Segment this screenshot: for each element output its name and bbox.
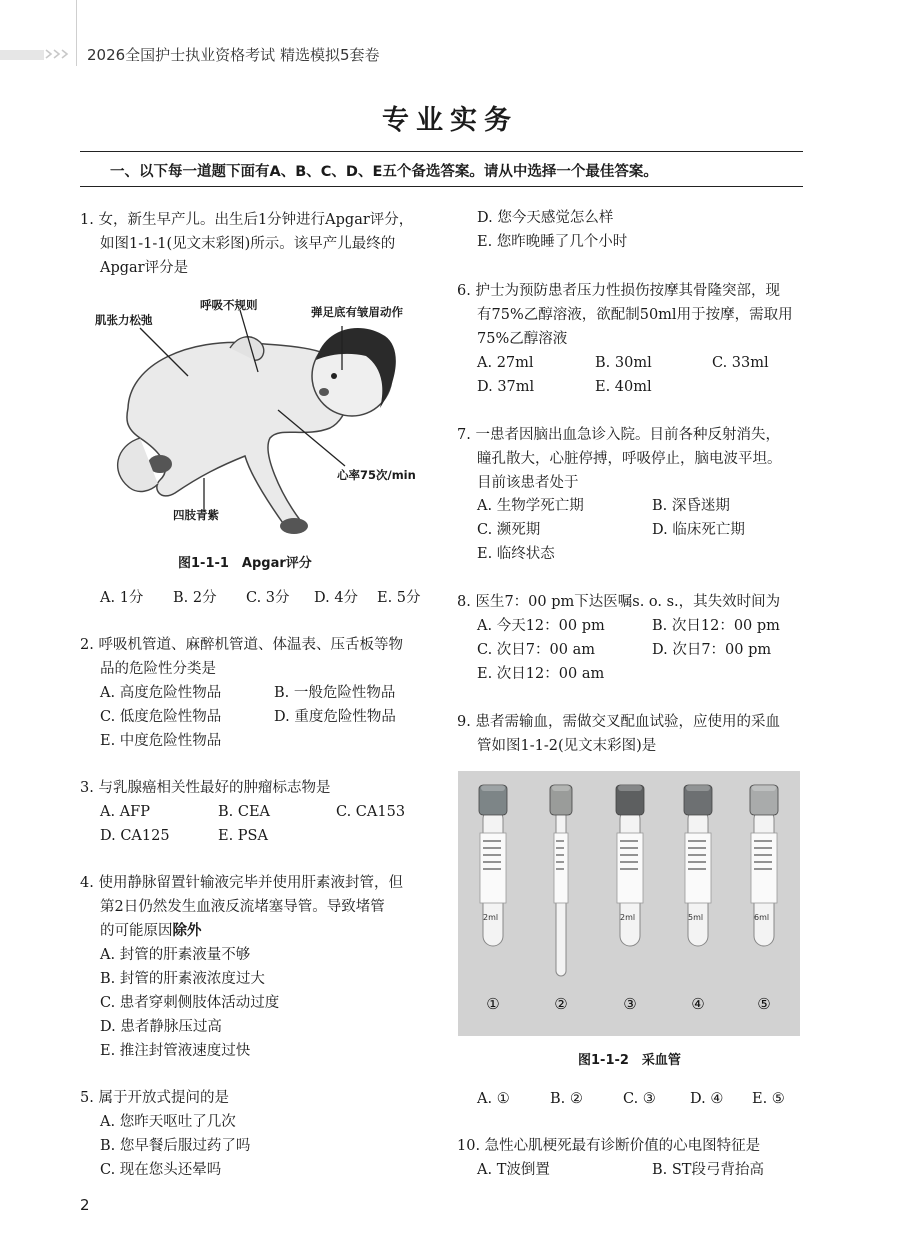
q6-stem-line1: 6. 护士为预防患者压力性损伤按摩其骨隆突部，现 — [457, 283, 780, 299]
q6-option-d[interactable]: D. 37ml — [477, 379, 535, 395]
label-breathing: 呼吸不规则 — [200, 298, 258, 312]
label-muscle-tone: 肌张力松弛 — [95, 313, 153, 327]
q6-option-a[interactable]: A. 27ml — [477, 355, 534, 371]
tube-number-4: ④ — [691, 995, 705, 1013]
q8-option-e[interactable]: E. 次日12：00 am — [477, 666, 605, 682]
q4-stem-text: 的可能原因 — [100, 923, 173, 939]
q7-option-a[interactable]: A. 生物学死亡期 — [477, 498, 584, 514]
q1-option-c[interactable]: C. 3分 — [246, 590, 290, 606]
q4-stem-emphasis: 除外 — [172, 923, 202, 939]
tube-volume-label-4: 5ml — [688, 913, 704, 922]
instruction: 一、以下每一道题下面有A、B、C、D、E五个备选答案。请从中选择一个最佳答案。 — [110, 164, 658, 180]
tube-volume-label-3: 2ml — [620, 913, 636, 922]
q3-option-a[interactable]: A. AFP — [100, 804, 150, 820]
q8-option-c[interactable]: C. 次日7：00 am — [477, 642, 595, 658]
q9-option-d[interactable]: D. ④ — [690, 1091, 724, 1107]
q9-option-b[interactable]: B. ② — [550, 1091, 583, 1107]
q6-stem-line3: 75%乙醇溶液 — [477, 331, 568, 347]
q10-option-b[interactable]: B. ST段弓背抬高 — [652, 1162, 764, 1178]
q4-stem-line1: 4. 使用静脉留置针输液完毕并使用肝素液封管，但 — [80, 875, 403, 891]
q1-option-a[interactable]: A. 1分 — [100, 590, 144, 606]
q6-option-e[interactable]: E. 40ml — [595, 379, 652, 395]
q3-option-b[interactable]: B. CEA — [218, 804, 271, 820]
q9-option-e[interactable]: E. ⑤ — [752, 1091, 785, 1107]
blood-tubes-photo — [458, 771, 800, 1036]
q5-option-b[interactable]: B. 您早餐后服过药了吗 — [100, 1138, 251, 1154]
figure-1-1-2-caption: 图1-1-2 采血管 — [578, 1053, 681, 1068]
q6-option-b[interactable]: B. 30ml — [595, 355, 652, 371]
q7-option-e[interactable]: E. 临终状态 — [477, 546, 555, 562]
q7-option-c[interactable]: C. 濒死期 — [477, 522, 541, 538]
q6-option-c[interactable]: C. 33ml — [712, 355, 769, 371]
tube-volume-label-1: 2ml — [483, 913, 499, 922]
page-number: 2 — [80, 1196, 90, 1214]
q3-option-c[interactable]: C. CA153 — [336, 804, 406, 820]
q4-option-b[interactable]: B. 封管的肝素液浓度过大 — [100, 971, 265, 987]
tube-number-2: ② — [554, 995, 568, 1013]
q2-stem-line1: 2. 呼吸机管道、麻醉机管道、体温表、压舌板等物 — [80, 637, 403, 653]
q2-option-a[interactable]: A. 高度危险性物品 — [100, 685, 222, 701]
q5-option-e[interactable]: E. 您昨晚睡了几个小时 — [477, 234, 628, 250]
q1-option-b[interactable]: B. 2分 — [173, 590, 217, 606]
rule-top — [80, 151, 803, 152]
q5-option-a[interactable]: A. 您昨天呕吐了几次 — [100, 1114, 236, 1130]
q2-stem-line2: 品的危险性分类是 — [100, 661, 216, 677]
q1-stem-line1: 1. 女，新生早产儿。出生后1分钟进行Apgar评分， — [80, 212, 414, 228]
q4-stem-line2: 第2日仍然发生血液反流堵塞导管。导致堵管 — [100, 899, 385, 915]
q8-stem: 8. 医生7：00 pm下达医嘱s. o. s.，其失效时间为 — [457, 594, 781, 610]
q4-stem-line3 — [100, 919, 202, 943]
q7-option-b[interactable]: B. 深昏迷期 — [652, 498, 730, 514]
q5-option-d[interactable]: D. 您今天感觉怎么样 — [477, 210, 614, 226]
q4-option-c[interactable]: C. 患者穿刺侧肢体活动过度 — [100, 995, 280, 1011]
q7-stem-line2: 瞳孔散大，心脏停搏，呼吸停止，脑电波平坦。 — [477, 451, 782, 467]
q7-option-d[interactable]: D. 临床死亡期 — [652, 522, 745, 538]
q9-option-c[interactable]: C. ③ — [623, 1091, 656, 1107]
header-arrows-icon — [44, 48, 72, 60]
header-divider — [76, 0, 77, 66]
blood-tube-2 — [550, 785, 572, 976]
q5-option-c[interactable]: C. 现在您头还晕吗 — [100, 1162, 222, 1178]
q1-option-e[interactable]: E. 5分 — [377, 590, 421, 606]
running-header — [0, 0, 900, 70]
q8-option-b[interactable]: B. 次日12：00 pm — [652, 618, 780, 634]
section-title: 专业实务 — [382, 105, 518, 136]
q10-stem: 10. 急性心肌梗死最有诊断价值的心电图特征是 — [457, 1138, 761, 1154]
tube-number-5: ⑤ — [757, 995, 771, 1013]
q7-stem-line3: 目前该患者处于 — [477, 475, 579, 491]
q4-option-a[interactable]: A. 封管的肝素液量不够 — [100, 947, 251, 963]
q5-stem: 5. 属于开放式提问的是 — [80, 1090, 229, 1106]
q1-option-d[interactable]: D. 4分 — [314, 590, 359, 606]
q8-option-a[interactable]: A. 今天12：00 pm — [477, 618, 605, 634]
q9-stem-line2: 管如图1-1-2(见文末彩图)是 — [477, 738, 657, 754]
figure-1-1-1-caption: 图1-1-1 Apgar评分 — [178, 556, 312, 571]
rule-bottom — [80, 186, 803, 187]
q2-option-e[interactable]: E. 中度危险性物品 — [100, 733, 222, 749]
q8-option-d[interactable]: D. 次日7：00 pm — [652, 642, 772, 658]
q1-stem-line2: 如图1-1-1(见文末彩图)所示。该早产儿最终的 — [100, 236, 396, 252]
q3-option-e[interactable]: E. PSA — [218, 828, 268, 844]
q6-stem-line2: 有75%乙醇溶液，欲配制50ml用于按摩，需取用 — [477, 307, 793, 323]
tube-number-1: ① — [486, 995, 500, 1013]
q2-option-c[interactable]: C. 低度危险性物品 — [100, 709, 222, 725]
book-title: 2026全国护士执业资格考试 精选模拟5套卷 — [87, 46, 380, 64]
header-stripe — [0, 50, 44, 60]
q2-option-b[interactable]: B. 一般危险性物品 — [274, 685, 396, 701]
q9-stem-line1: 9. 患者需输血，需做交叉配血试验，应使用的采血 — [457, 714, 780, 730]
tube-volume-label-5: 6ml — [754, 913, 770, 922]
label-reflex: 弹足底有皱眉动作 — [311, 305, 403, 319]
q4-option-d[interactable]: D. 患者静脉压过高 — [100, 1019, 222, 1035]
q4-option-e[interactable]: E. 推注封管液速度过快 — [100, 1043, 251, 1059]
q3-stem: 3. 与乳腺癌相关性最好的肿瘤标志物是 — [80, 780, 331, 796]
q1-stem-line3: Apgar评分是 — [100, 260, 189, 276]
q9-option-a[interactable]: A. ① — [477, 1091, 510, 1107]
q10-option-a[interactable]: A. T波倒置 — [477, 1162, 550, 1178]
q7-stem-line1: 7. 一患者因脑出血急诊入院。目前各种反射消失， — [457, 427, 780, 443]
tube-number-3: ③ — [623, 995, 637, 1013]
q2-option-d[interactable]: D. 重度危险性物品 — [274, 709, 396, 725]
label-heart-rate: 心率75次/min — [337, 468, 416, 482]
q3-option-d[interactable]: D. CA125 — [100, 828, 170, 844]
label-cyanosis: 四肢青紫 — [173, 508, 219, 522]
